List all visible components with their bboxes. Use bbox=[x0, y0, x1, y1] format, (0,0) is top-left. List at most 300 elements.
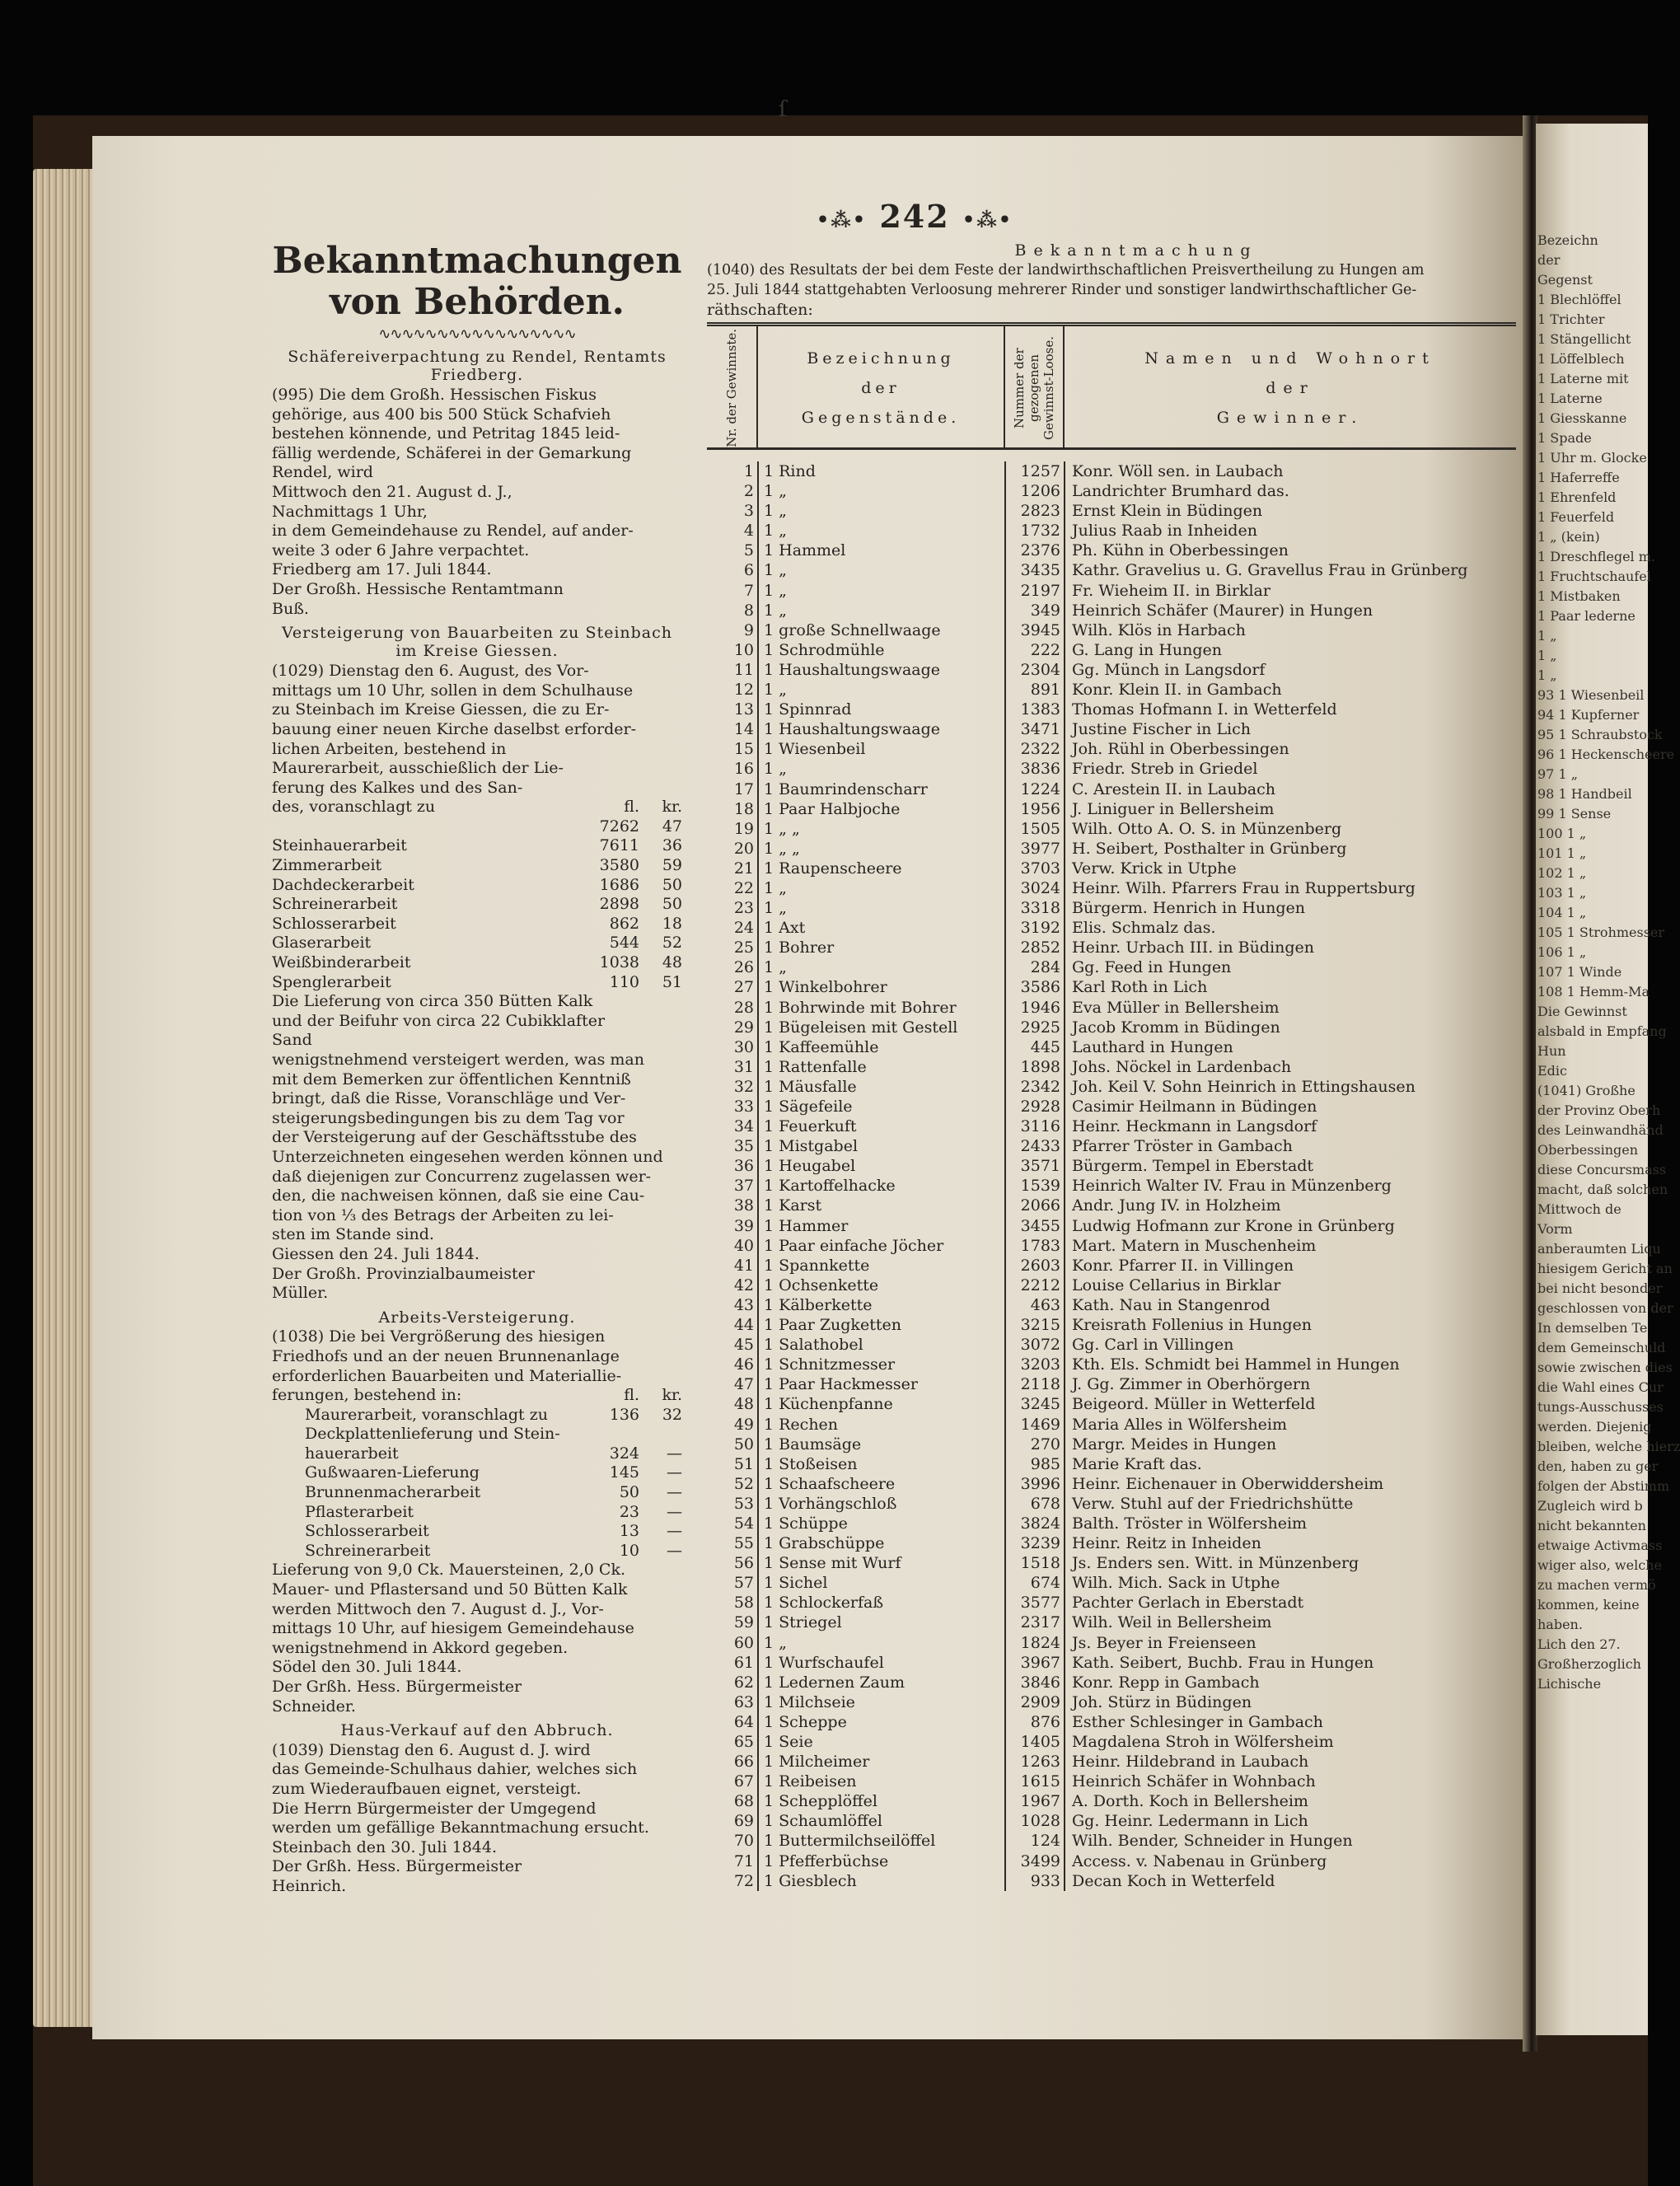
row-ticket: 876 bbox=[1005, 1712, 1065, 1732]
cost-kr: 51 bbox=[662, 972, 682, 991]
row-number: 11 bbox=[707, 660, 758, 680]
row-item: 1 Buttermilchseilöffel bbox=[758, 1831, 1005, 1851]
text-line: sten im Stande sind. bbox=[272, 1225, 434, 1244]
fragment-line: 1 Paar lederne bbox=[1537, 608, 1636, 624]
row-item: 1 Schaumlöffel bbox=[758, 1811, 1005, 1831]
row-winner: Heinrich Schäfer (Maurer) in Hungen bbox=[1072, 601, 1373, 620]
row-number: 13 bbox=[707, 700, 758, 719]
fragment-line: sowie zwischen dies bbox=[1537, 1360, 1673, 1375]
cost-row bbox=[272, 915, 682, 934]
row-item: 1 Ledernen Zaum bbox=[758, 1673, 1005, 1692]
row-winner: Decan Koch in Wetterfeld bbox=[1072, 1871, 1275, 1890]
fragment-line: geschlossen von der bbox=[1537, 1300, 1673, 1316]
row-ticket: 1028 bbox=[1005, 1811, 1065, 1831]
table-row bbox=[707, 1732, 1516, 1752]
row-ticket: 2212 bbox=[1005, 1276, 1065, 1295]
row-number: 61 bbox=[707, 1653, 758, 1673]
cost-label: Schreinerarbeit bbox=[272, 895, 398, 914]
row-winner: Wilh. Klös in Harbach bbox=[1072, 620, 1246, 639]
text-line: mittags 10 Uhr, auf hiesigem Gemeindehause bbox=[272, 1619, 634, 1638]
row-item: 1 „ „ bbox=[758, 839, 1005, 859]
cost-row bbox=[305, 1444, 682, 1464]
table-row bbox=[707, 1057, 1516, 1077]
row-ticket: 1263 bbox=[1005, 1752, 1065, 1772]
unit-kr: kr. bbox=[662, 1386, 682, 1405]
table-row bbox=[707, 1315, 1516, 1335]
row-winner: Karl Roth in Lich bbox=[1072, 978, 1208, 997]
cost-fl: 544 bbox=[609, 934, 639, 953]
row-ticket: 678 bbox=[1005, 1494, 1065, 1514]
row-item: 1 Giesblech bbox=[758, 1871, 1005, 1891]
table-row bbox=[707, 1116, 1516, 1136]
text-line: Lieferung von 9,0 Ck. Mauersteinen, 2,0 Ck. bbox=[272, 1561, 626, 1580]
table-row bbox=[707, 1018, 1516, 1037]
row-ticket: 933 bbox=[1005, 1871, 1065, 1891]
row-number: 1 bbox=[707, 461, 758, 481]
header-winner: Namen und Wohnort der Gewinner. bbox=[1144, 349, 1436, 427]
fragment-line: 97 1 „ bbox=[1537, 766, 1578, 782]
row-winner: Margr. Meides in Hungen bbox=[1072, 1435, 1277, 1453]
cost-label: Weißbinderarbeit bbox=[272, 953, 411, 972]
text-line: wenigstnehmend in Akkord gegeben. bbox=[272, 1638, 569, 1657]
fragment-line: alsbald in Empfang bbox=[1537, 1023, 1667, 1039]
notice-heading: Arbeits-Versteigerung. bbox=[378, 1308, 576, 1327]
text-line: Giessen den 24. Juli 1844. bbox=[272, 1244, 480, 1263]
cost-list bbox=[272, 817, 682, 992]
fragment-line: Lich den 27. bbox=[1537, 1636, 1621, 1652]
unit-fl: fl. bbox=[624, 1386, 639, 1405]
row-winner: Js. Enders sen. Witt. in Münzenberg bbox=[1072, 1554, 1359, 1573]
table-row bbox=[707, 1276, 1516, 1295]
fragment-line: Gegenst bbox=[1537, 272, 1593, 288]
fragment-line: 1 „ (kein) bbox=[1537, 529, 1600, 545]
row-winner: Joh. Stürz in Büdingen bbox=[1072, 1692, 1252, 1711]
text-line: Mauer- und Pflastersand und 50 Bütten Kalk bbox=[272, 1580, 628, 1599]
row-item: 1 Paar Zugketten bbox=[758, 1315, 1005, 1335]
row-ticket: 3435 bbox=[1005, 560, 1065, 580]
cost-kr: 47 bbox=[662, 817, 682, 836]
row-ticket: 2928 bbox=[1005, 1097, 1065, 1116]
cost-row bbox=[272, 876, 682, 896]
lottery-table bbox=[707, 461, 1516, 1891]
row-number: 69 bbox=[707, 1811, 758, 1831]
table-row bbox=[707, 1474, 1516, 1494]
cost-kr: 32 bbox=[662, 1405, 682, 1424]
table-header bbox=[707, 326, 1516, 450]
table-row bbox=[707, 1335, 1516, 1355]
cost-row bbox=[305, 1406, 682, 1425]
row-number: 8 bbox=[707, 601, 758, 620]
text-line: zu Steinbach im Kreise Giessen, die zu Er- bbox=[272, 700, 610, 719]
row-number: 48 bbox=[707, 1394, 758, 1414]
table-row bbox=[707, 1573, 1516, 1593]
row-ticket: 3471 bbox=[1005, 719, 1065, 739]
fragment-line: 108 1 Hemm-Ma bbox=[1537, 984, 1650, 999]
table-row bbox=[707, 1295, 1516, 1315]
row-winner: Heinrich Schäfer in Wohnbach bbox=[1072, 1772, 1316, 1791]
cost-kr: — bbox=[667, 1444, 682, 1463]
row-number: 60 bbox=[707, 1633, 758, 1653]
row-number: 46 bbox=[707, 1355, 758, 1374]
row-winner: Marie Kraft das. bbox=[1072, 1454, 1202, 1473]
row-item: 1 Baumrindenscharr bbox=[758, 779, 1005, 799]
fragment-line: 1 Ehrenfeld bbox=[1537, 489, 1617, 505]
cost-label: Pflasterarbeit bbox=[305, 1502, 414, 1521]
row-winner: Wilh. Otto A. O. S. in Münzenberg bbox=[1072, 819, 1342, 838]
cost-fl: 7262 bbox=[599, 817, 639, 836]
row-number: 24 bbox=[707, 918, 758, 938]
row-item: 1 „ bbox=[758, 581, 1005, 601]
fragment-line: tungs-Ausschusses bbox=[1537, 1399, 1664, 1415]
table-row bbox=[707, 1712, 1516, 1732]
row-item: 1 Rind bbox=[758, 461, 1005, 481]
row-winner: Johs. Nöckel in Lardenbach bbox=[1072, 1057, 1292, 1076]
fragment-line: 1 Dreschflegel m. bbox=[1537, 549, 1655, 564]
row-item: 1 Striegel bbox=[758, 1613, 1005, 1632]
fragment-line: 1 Löffelblech bbox=[1537, 351, 1625, 367]
row-winner: Bürgerm. Tempel in Eberstadt bbox=[1072, 1157, 1314, 1176]
row-ticket: 3967 bbox=[1005, 1653, 1065, 1673]
row-number: 17 bbox=[707, 779, 758, 799]
row-ticket: 349 bbox=[1005, 601, 1065, 620]
unit-kr: kr. bbox=[662, 798, 682, 817]
row-number: 5 bbox=[707, 541, 758, 560]
cost-row bbox=[305, 1463, 682, 1483]
fragment-line: 107 1 Winde bbox=[1537, 964, 1622, 980]
fragment-line: folgen der Abstimm bbox=[1537, 1478, 1670, 1494]
fragment-line: Bezeichn bbox=[1537, 232, 1598, 248]
cost-row bbox=[305, 1483, 682, 1503]
text-line: Der Grßh. Hess. Bürgermeister bbox=[272, 1678, 522, 1696]
row-number: 16 bbox=[707, 759, 758, 779]
cost-kr: — bbox=[667, 1463, 682, 1482]
fragment-line: Die Gewinnst bbox=[1537, 1004, 1627, 1019]
table-row bbox=[707, 739, 1516, 759]
text-line: Friedhofs und an der neuen Brunnenanlage bbox=[272, 1346, 620, 1365]
row-ticket: 1732 bbox=[1005, 521, 1065, 541]
fragment-line: 104 1 „ bbox=[1537, 905, 1587, 920]
row-number: 58 bbox=[707, 1593, 758, 1613]
row-ticket: 1783 bbox=[1005, 1236, 1065, 1256]
cost-fl: 50 bbox=[619, 1483, 639, 1502]
facing-page-text bbox=[1537, 231, 1680, 1694]
row-item: 1 Ochsenkette bbox=[758, 1276, 1005, 1295]
row-ticket: 2909 bbox=[1005, 1692, 1065, 1712]
text-line: Södel den 30. Juli 1844. bbox=[272, 1658, 462, 1677]
table-row bbox=[707, 898, 1516, 918]
row-number: 6 bbox=[707, 560, 758, 580]
cost-kr: 48 bbox=[662, 953, 682, 972]
fragment-line: 105 1 Strohmesser bbox=[1537, 924, 1665, 940]
row-item: 1 „ bbox=[758, 601, 1005, 620]
row-number: 52 bbox=[707, 1474, 758, 1494]
fragment-line: 98 1 Handbeil bbox=[1537, 786, 1632, 802]
row-item: 1 „ bbox=[758, 878, 1005, 898]
unit-fl: fl. bbox=[624, 798, 639, 817]
table-row bbox=[707, 521, 1516, 541]
table-row bbox=[707, 1673, 1516, 1692]
fragment-line: 1 Blechlöffel bbox=[1537, 292, 1622, 307]
row-winner: Friedr. Streb in Griedel bbox=[1072, 760, 1258, 779]
notice-1038-text bbox=[272, 1561, 682, 1716]
row-winner: Fr. Wieheim II. in Birklar bbox=[1072, 581, 1271, 600]
row-ticket: 3703 bbox=[1005, 859, 1065, 878]
row-number: 33 bbox=[707, 1097, 758, 1116]
row-number: 53 bbox=[707, 1494, 758, 1514]
fragment-line: 1 Trichter bbox=[1537, 311, 1605, 327]
table-row bbox=[707, 1454, 1516, 1474]
row-number: 29 bbox=[707, 1018, 758, 1037]
row-number: 7 bbox=[707, 581, 758, 601]
row-winner: Gg. Münch in Langsdorf bbox=[1072, 660, 1266, 679]
row-item: 1 Sichel bbox=[758, 1573, 1005, 1593]
row-item: 1 Schrodmühle bbox=[758, 640, 1005, 660]
row-item: 1 Sägefeile bbox=[758, 1097, 1005, 1116]
table-row bbox=[707, 1772, 1516, 1791]
text-line: bestehen könnende, und Petritag 1845 leid- bbox=[272, 424, 620, 443]
row-item: 1 Rattenfalle bbox=[758, 1057, 1005, 1077]
text-line: Maurerarbeit, ausschießlich der Lie- bbox=[272, 759, 564, 778]
row-winner: Ludwig Hofmann zur Krone in Grünberg bbox=[1072, 1216, 1395, 1235]
row-item: 1 „ bbox=[758, 481, 1005, 501]
table-row bbox=[707, 620, 1516, 640]
row-number: 47 bbox=[707, 1374, 758, 1394]
cost-fl: 145 bbox=[609, 1463, 639, 1482]
row-winner: Eva Müller in Bellersheim bbox=[1072, 998, 1280, 1017]
row-winner: Balth. Tröster in Wölfersheim bbox=[1072, 1514, 1308, 1533]
table-row bbox=[707, 719, 1516, 739]
row-ticket: 3824 bbox=[1005, 1514, 1065, 1533]
cost-label: Zimmerarbeit bbox=[272, 856, 382, 875]
fragment-line: 94 1 Kupferner bbox=[1537, 707, 1640, 723]
fragment-line: 1 Haferreffe bbox=[1537, 470, 1620, 485]
row-winner: Justine Fischer in Lich bbox=[1072, 720, 1252, 739]
text-line: mittags um 10 Uhr, sollen in dem Schulhause bbox=[272, 681, 634, 700]
row-ticket: 3945 bbox=[1005, 620, 1065, 640]
cost-row bbox=[305, 1425, 682, 1444]
fragment-line: 1 Laterne bbox=[1537, 391, 1603, 406]
text-line: Nachmittags 1 Uhr, bbox=[272, 502, 428, 521]
fragment-line: der bbox=[1537, 252, 1561, 268]
cost-kr: — bbox=[667, 1502, 682, 1521]
row-winner: J. Gg. Zimmer in Oberhörgern bbox=[1072, 1375, 1311, 1394]
cost-label: Schreinerarbeit bbox=[305, 1541, 431, 1560]
row-winner: Joh. Rühl in Oberbessingen bbox=[1072, 740, 1289, 759]
row-winner: Beigeord. Müller in Wetterfeld bbox=[1072, 1395, 1316, 1414]
row-ticket: 284 bbox=[1005, 957, 1065, 977]
header-ticket: Nummer der gezogenen Gewinnst-Loose. bbox=[1005, 326, 1065, 450]
left-column bbox=[272, 241, 682, 1897]
text-line: Unterzeichneten eingesehen werden können und bbox=[272, 1147, 663, 1166]
fragment-line: 1 Spade bbox=[1537, 430, 1592, 446]
row-item: 1 Paar Hackmesser bbox=[758, 1374, 1005, 1394]
row-item: 1 „ bbox=[758, 957, 1005, 977]
fragment-line: macht, daß solchen bbox=[1537, 1182, 1668, 1197]
row-number: 39 bbox=[707, 1216, 758, 1236]
cost-fl: 1686 bbox=[599, 875, 639, 894]
row-number: 19 bbox=[707, 819, 758, 839]
table-row bbox=[707, 1831, 1516, 1851]
row-number: 72 bbox=[707, 1871, 758, 1891]
row-winner: Gg. Heinr. Ledermann in Lich bbox=[1072, 1812, 1308, 1831]
table-row bbox=[707, 1633, 1516, 1653]
row-item: 1 Pfefferbüchse bbox=[758, 1851, 1005, 1871]
cost-row bbox=[272, 856, 682, 876]
row-item: 1 Vorhängschloß bbox=[758, 1494, 1005, 1514]
row-winner: Heinrich Walter IV. Frau in Münzenberg bbox=[1072, 1177, 1392, 1196]
row-number: 68 bbox=[707, 1791, 758, 1811]
row-number: 62 bbox=[707, 1673, 758, 1692]
fragment-line: Großherzoglich bbox=[1537, 1656, 1641, 1672]
row-item: 1 Kartoffelhacke bbox=[758, 1176, 1005, 1196]
cost-label: Schlosserarbeit bbox=[272, 914, 396, 933]
row-item: 1 Paar einfache Jöcher bbox=[758, 1236, 1005, 1256]
cost-row bbox=[305, 1542, 682, 1561]
row-number: 18 bbox=[707, 799, 758, 819]
table-row bbox=[707, 957, 1516, 977]
cost-fl: 110 bbox=[609, 972, 639, 991]
row-ticket: 463 bbox=[1005, 1295, 1065, 1315]
table-row bbox=[707, 1097, 1516, 1116]
row-winner: Lauthard in Hungen bbox=[1072, 1037, 1233, 1056]
table-row bbox=[707, 1752, 1516, 1772]
row-item: 1 Kaffeemühle bbox=[758, 1037, 1005, 1057]
row-number: 71 bbox=[707, 1851, 758, 1871]
cost-kr: — bbox=[667, 1541, 682, 1560]
row-ticket: 2066 bbox=[1005, 1196, 1065, 1215]
fragment-line: 1 Stängellicht bbox=[1537, 331, 1631, 347]
row-item: 1 Spinnrad bbox=[758, 700, 1005, 719]
table-row bbox=[707, 461, 1516, 481]
row-number: 23 bbox=[707, 898, 758, 918]
cost-fl: 3580 bbox=[599, 856, 639, 875]
cost-fl: 10 bbox=[619, 1541, 639, 1560]
table-row bbox=[707, 977, 1516, 997]
right-column bbox=[707, 241, 1516, 1891]
row-winner: Wilh. Weil in Bellersheim bbox=[1072, 1613, 1272, 1632]
row-winner: Julius Raab in Inheiden bbox=[1072, 522, 1257, 541]
cost-row bbox=[272, 973, 682, 993]
notice-1029-text bbox=[272, 992, 682, 1304]
row-ticket: 1956 bbox=[1005, 799, 1065, 819]
row-item: 1 Winkelbohrer bbox=[758, 977, 1005, 997]
row-number: 36 bbox=[707, 1156, 758, 1176]
row-number: 51 bbox=[707, 1454, 758, 1474]
table-title: Bekanntmachung bbox=[1014, 241, 1258, 260]
fragment-line: anberaumten Liqu bbox=[1537, 1241, 1661, 1257]
table-row bbox=[707, 1415, 1516, 1435]
table-row bbox=[707, 1216, 1516, 1236]
row-number: 37 bbox=[707, 1176, 758, 1196]
fragment-line: etwaige Activmass bbox=[1537, 1538, 1663, 1553]
row-ticket: 2342 bbox=[1005, 1077, 1065, 1097]
row-number: 20 bbox=[707, 839, 758, 859]
fragment-line: bei nicht besonder bbox=[1537, 1280, 1663, 1296]
row-number: 38 bbox=[707, 1196, 758, 1215]
cost-units bbox=[272, 798, 682, 817]
cost-units bbox=[272, 1386, 682, 1406]
table-row bbox=[707, 1811, 1516, 1831]
row-number: 21 bbox=[707, 859, 758, 878]
row-ticket: 891 bbox=[1005, 680, 1065, 700]
row-ticket: 3977 bbox=[1005, 839, 1065, 859]
cost-kr: 52 bbox=[662, 934, 682, 953]
text-line: Friedberg am 17. Juli 1844. bbox=[272, 560, 492, 579]
cost-fl: 13 bbox=[619, 1522, 639, 1541]
text-line: (1029) Dienstag den 6. August, des Vor- bbox=[272, 662, 589, 681]
notice-1039 bbox=[272, 1741, 682, 1897]
row-item: 1 Grabschüppe bbox=[758, 1533, 1005, 1553]
cost-label: Deckplattenlieferung und Stein- bbox=[305, 1425, 560, 1444]
table-row bbox=[707, 878, 1516, 898]
text-line: Die Lieferung von circa 350 Bütten Kalk bbox=[272, 992, 593, 1011]
row-ticket: 3116 bbox=[1005, 1116, 1065, 1136]
row-item: 1 Sense mit Wurf bbox=[758, 1553, 1005, 1573]
fragment-line: 95 1 Schraubstock bbox=[1537, 727, 1663, 742]
page-edges bbox=[33, 169, 99, 2027]
text-line: steigerungsbedingungen bis zu dem Tag vor bbox=[272, 1108, 625, 1127]
table-row bbox=[707, 1236, 1516, 1256]
row-ticket: 1967 bbox=[1005, 1791, 1065, 1811]
row-item: 1 Salathobel bbox=[758, 1335, 1005, 1355]
row-item: 1 Wiesenbeil bbox=[758, 739, 1005, 759]
row-item: 1 Wurfschaufel bbox=[758, 1653, 1005, 1673]
row-winner: G. Lang in Hungen bbox=[1072, 640, 1223, 659]
fragment-line: 99 1 Sense bbox=[1537, 806, 1612, 822]
text-line: erforderlichen Bauarbeiten und Materiallie- bbox=[272, 1366, 622, 1385]
row-ticket: 3499 bbox=[1005, 1851, 1065, 1871]
table-row bbox=[707, 680, 1516, 700]
row-item: 1 Raupenscheere bbox=[758, 859, 1005, 878]
row-winner: Pachter Gerlach in Eberstadt bbox=[1072, 1594, 1304, 1613]
table-row bbox=[707, 1514, 1516, 1533]
text-line: Rendel, wird bbox=[272, 463, 373, 482]
text-line: werden um gefällige Bekanntmachung ersucht. bbox=[272, 1819, 649, 1837]
row-item: 1 Axt bbox=[758, 918, 1005, 938]
fragment-line: haben. bbox=[1537, 1617, 1583, 1632]
fragment-line: 1 Laterne mit bbox=[1537, 371, 1629, 386]
row-winner: Pfarrer Tröster in Gambach bbox=[1072, 1137, 1293, 1156]
row-winner: Heinr. Urbach III. in Büdingen bbox=[1072, 939, 1314, 957]
fragment-line: 1 Mistbaken bbox=[1537, 588, 1621, 604]
row-ticket: 1518 bbox=[1005, 1553, 1065, 1573]
table-row bbox=[707, 1256, 1516, 1276]
row-item: 1 Karst bbox=[758, 1196, 1005, 1215]
row-ticket: 3239 bbox=[1005, 1533, 1065, 1553]
cost-list bbox=[272, 1406, 682, 1561]
row-winner: Wilh. Bender, Schneider in Hungen bbox=[1072, 1832, 1353, 1851]
cost-row bbox=[272, 895, 682, 915]
row-item: 1 Schepplöffel bbox=[758, 1791, 1005, 1811]
fragment-line: den, haben zu ger bbox=[1537, 1458, 1659, 1474]
row-number: 66 bbox=[707, 1752, 758, 1772]
row-winner: C. Arestein II. in Laubach bbox=[1072, 779, 1275, 798]
row-item: 1 Mäusfalle bbox=[758, 1077, 1005, 1097]
text-line: der Versteigerung auf der Geschäftsstube des bbox=[272, 1128, 637, 1147]
row-winner: Andr. Jung IV. in Holzheim bbox=[1072, 1196, 1281, 1215]
text-line: des, voranschlagt zu bbox=[272, 798, 436, 817]
text-line: Sand bbox=[272, 1031, 312, 1050]
row-item: 1 Schaafscheere bbox=[758, 1474, 1005, 1494]
fragment-line: 1 Fruchtschaufel bbox=[1537, 569, 1651, 584]
row-ticket: 222 bbox=[1005, 640, 1065, 660]
row-ticket: 3577 bbox=[1005, 1593, 1065, 1613]
section-title: Bekanntmachungen von Behörden. bbox=[272, 240, 682, 323]
row-number: 63 bbox=[707, 1692, 758, 1712]
table-row bbox=[707, 839, 1516, 859]
cost-label: Dachdeckerarbeit bbox=[272, 875, 414, 894]
row-ticket: 2118 bbox=[1005, 1374, 1065, 1394]
